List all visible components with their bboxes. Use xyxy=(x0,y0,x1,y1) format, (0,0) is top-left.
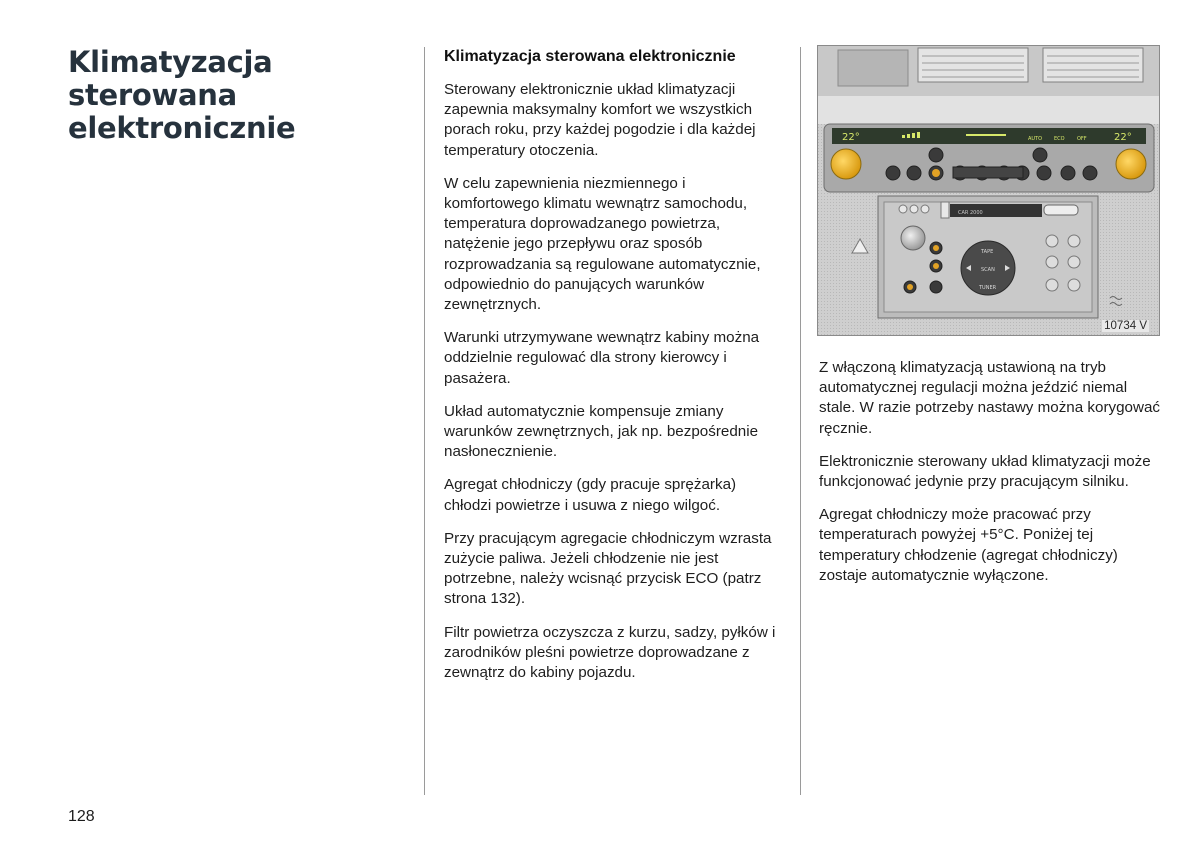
radio-unit xyxy=(878,196,1098,318)
paragraph: Agregat chłodniczy może pracować przy temperaturach powyżej +5°C. Poniżej tej temperatury chłodzenie (agregat chłodniczy) zostaje automatycznie wyłączone. xyxy=(819,506,1118,584)
paragraph: Warunki utrzymywane wewnątrz kabiny można oddzielnie regulować dla strony kierowcy i pasażera. xyxy=(444,329,760,387)
climate-control-panel-figure xyxy=(817,45,1160,336)
section-heading: Klimatyzacja sterowana elektronicznie xyxy=(444,48,736,65)
display-auto: AUTO xyxy=(1028,136,1043,142)
display-off: OFF xyxy=(1077,136,1087,142)
radio-tuner-label: TUNER xyxy=(979,285,997,291)
page-number: 128 xyxy=(68,808,95,825)
paragraph: Sterowany elektronicznie układ klimatyzacji zapewnia maksymalny komfort we wszystkich porach roku, przy każdej pogodzie i dla każdej temperatury otoczenia. xyxy=(444,81,756,159)
display-temp-left: 22° xyxy=(842,132,860,143)
radio-tape-label: TAPE xyxy=(981,249,994,255)
right-column xyxy=(819,358,1164,599)
radio-display-text: CAR 2000 xyxy=(958,210,983,216)
paragraph: Elektronicznie sterowany układ klimatyzacji może funkcjonować jedynie przy pracującym silniku. xyxy=(819,452,1151,491)
display-temp-right: 22° xyxy=(1114,132,1132,143)
chapter-title-line: sterowana xyxy=(68,78,237,112)
radio-scan-label: SCAN xyxy=(981,267,995,273)
climate-control-unit xyxy=(824,124,1154,192)
paragraph: Agregat chłodniczy (gdy pracuje sprężarka) chłodzi powietrze i usuwa z niego wilgoć. xyxy=(444,476,737,514)
temperature-knob-left[interactable] xyxy=(831,149,861,179)
volume-knob[interactable] xyxy=(901,226,925,250)
paragraph: Przy pracującym agregacie chłodniczym wzrasta zużycie paliwa. Jeżeli chłodzenie nie jest potrzebne, należy wcisnąć przycisk ECO (patrz strona 132). xyxy=(444,529,772,608)
display-eco: ECO xyxy=(1054,136,1065,142)
paragraph: Z włączoną klimatyzacją ustawioną na tryb automatycznej regulacji można jeździć niemal stale. W razie potrzeby nastawy można korygować ręcznie. xyxy=(819,359,1161,437)
temperature-knob-right[interactable] xyxy=(1116,149,1146,179)
air-vents xyxy=(818,46,1159,124)
column-divider xyxy=(800,47,801,795)
chapter-title-line: elektronicznie xyxy=(68,111,296,145)
middle-column xyxy=(444,46,784,696)
paragraph: Filtr powietrza oczyszcza z kurzu, sadzy, pyłków i zarodników pleśni powietrze doprowadzane z zewnątrz do kabiny pojazdu. xyxy=(444,623,776,682)
figure-label: 10734 V xyxy=(1104,320,1147,332)
column-divider xyxy=(424,47,425,795)
paragraph: W celu zapewnienia niezmiennego i komfortowego klimatu wewnątrz samochodu, temperatura doprowadzanego powietrza, natężenie jego przepływu oraz sposób rozprowadzania są regulowane automatycznie, odpowiednio do panujących warunków zewnętrznych. xyxy=(444,174,761,314)
chapter-title-line: Klimatyzacja xyxy=(68,45,273,79)
paragraph: Układ automatycznie kompensuje zmiany warunków zewnętrznych, jak np. bezpośrednie nasłonecznienie. xyxy=(444,402,759,461)
chapter-title xyxy=(68,46,295,145)
